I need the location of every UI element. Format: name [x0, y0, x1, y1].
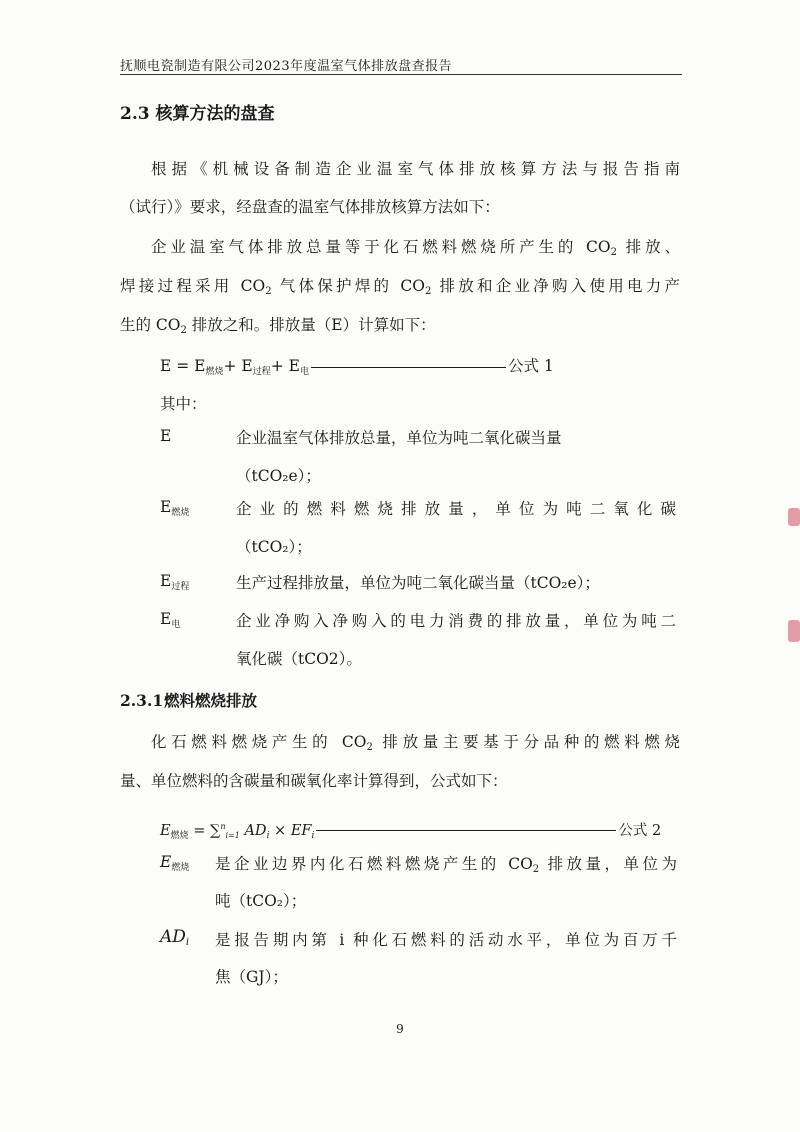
- definition-text: 是企业边界内化石燃料燃烧产生的 $CO_2$ 排放量，单位为: [215, 855, 677, 875]
- definition-text: （tCO₂）；: [236, 538, 312, 556]
- definition-text: 生产过程排放量，单位为吨二氧化碳当量（tCO₂e）；: [236, 574, 600, 592]
- seal-edge-mark: [788, 508, 800, 526]
- definition-term: E: [160, 427, 172, 445]
- section-title: 2.3 核算方法的盘查: [120, 104, 275, 124]
- where-label: 其中：: [160, 395, 207, 413]
- page-number: 9: [396, 1022, 404, 1036]
- paragraph-line: 化石燃料燃烧产生的 $CO_2$ 排放量主要基于分品种的燃料燃烧: [151, 733, 681, 753]
- subsection-title: 2.3.1燃料燃烧排放: [120, 691, 258, 710]
- formula-label: 公式 1: [508, 357, 554, 375]
- definition-term: E燃烧: [160, 853, 190, 873]
- definition-term: E过程: [160, 572, 190, 592]
- definition-term: E电: [160, 610, 181, 630]
- definition-text: 氧化碳（tCO2）。: [236, 650, 362, 668]
- definition-text: 吨（tCO₂）；: [215, 892, 307, 910]
- formula-leader: [311, 367, 506, 368]
- paragraph-line: （试行）》要求，经盘查的温室气体排放核算方法如下：: [120, 198, 500, 216]
- page-header: 抚顺电瓷制造有限公司2023年度温室气体排放盘查报告: [120, 59, 453, 74]
- paragraph-line: 根据《机械设备制造企业温室气体排放核算方法与报告指南: [151, 160, 680, 178]
- paragraph-line: 量、单位燃料的含碳量和碳氧化率计算得到，公式如下：: [120, 772, 508, 790]
- paragraph-line: 生的 $CO_2$ 排放之和。排放量（E）计算如下：: [120, 316, 436, 336]
- definition-text: 企业的燃料燃烧排放量，单位为吨二氧化碳: [236, 500, 676, 518]
- definition-text: 是报告期内第 i 种化石燃料的活动水平，单位为百万千: [215, 931, 677, 949]
- definition-term: $AD_i$: [160, 927, 190, 948]
- paragraph-line: 焊接过程采用 $CO_2$ 气体保护焊的 $CO_2$ 排放和企业净购入使用电力产: [120, 277, 680, 297]
- formula-1: E = E燃烧+ E过程+ E电 公式 1: [160, 357, 554, 377]
- definition-term: E燃烧: [160, 498, 190, 518]
- formula-leader: [316, 830, 616, 831]
- formula-2: $E_{燃烧} = \sum^n_{i=1}$ $AD_i \times EF_i$ 公式 2: [160, 822, 662, 841]
- paragraph-line: 企业温室气体排放总量等于化石燃料燃烧所产生的 $CO_2$ 排放、: [151, 238, 680, 258]
- definition-text: 焦（GJ）；: [215, 968, 288, 986]
- header-rule: [120, 74, 682, 75]
- definition-text: 企业温室气体排放总量，单位为吨二氧化碳当量 （tCO₂e）；: [236, 429, 562, 485]
- definition-text: 企业净购入净购入的电力消费的排放量，单位为吨二: [236, 612, 676, 630]
- formula-label: 公式 2: [618, 822, 662, 839]
- seal-edge-mark: [788, 620, 800, 642]
